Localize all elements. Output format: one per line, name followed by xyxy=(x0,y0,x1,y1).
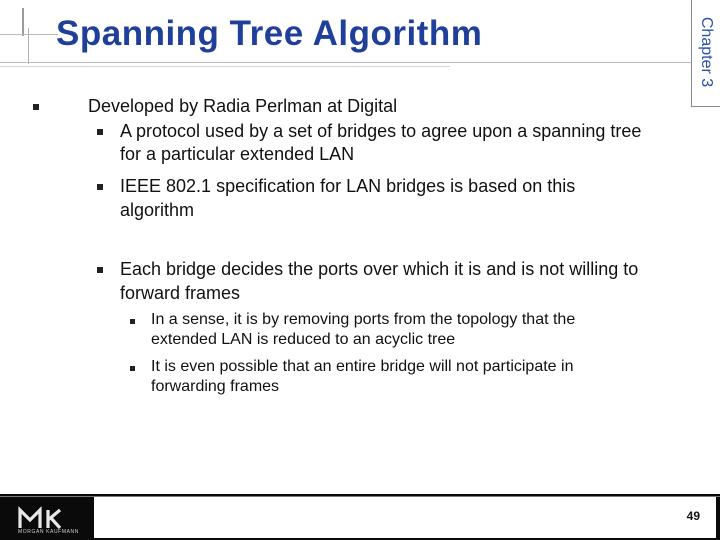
chapter-label: Chapter 3 xyxy=(698,16,715,88)
bullet-text-continued: for a particular extended LAN xyxy=(120,144,355,164)
decorative-vertical-line xyxy=(22,8,24,36)
bullet-icon xyxy=(130,366,135,371)
bullet-text: IEEE 802.1 specification for LAN bridges is based on this xyxy=(120,176,576,196)
bullet-icon xyxy=(33,104,39,110)
bullet-text-continued: algorithm xyxy=(120,200,195,220)
decorative-horizontal-line xyxy=(0,34,58,35)
bullet-text-continued: extended LAN is reduced to an acyclic tree xyxy=(151,331,456,348)
title-underline xyxy=(0,62,692,63)
footer-page-area xyxy=(94,497,716,538)
bullet-text: In a sense, it is by removing ports from the topology that the xyxy=(151,311,576,328)
publisher-logo-caption: MORGAN KAUFMANN xyxy=(18,529,79,535)
title-underline-secondary xyxy=(0,66,450,67)
bullet-text: Each bridge decides the ports over which it is and is not willing to xyxy=(120,259,639,279)
bullet-icon xyxy=(130,319,135,324)
bullet-icon xyxy=(97,184,103,190)
chapter-tab xyxy=(691,0,720,107)
bullet-text: Developed by Radia Perlman at Digital xyxy=(88,96,398,116)
bullet-text: A protocol used by a set of bridges to agree upon a spanning tree xyxy=(120,121,642,141)
slide-title: Spanning Tree Algorithm xyxy=(56,14,483,53)
bullet-text: It is even possible that an entire bridge will not participate in xyxy=(151,358,574,375)
bullet-icon xyxy=(97,267,103,273)
bullet-icon xyxy=(97,129,103,135)
bullet-text-continued: forward frames xyxy=(120,283,241,303)
bullet-text-continued: forwarding frames xyxy=(151,378,280,395)
page-number: 49 xyxy=(686,509,700,523)
